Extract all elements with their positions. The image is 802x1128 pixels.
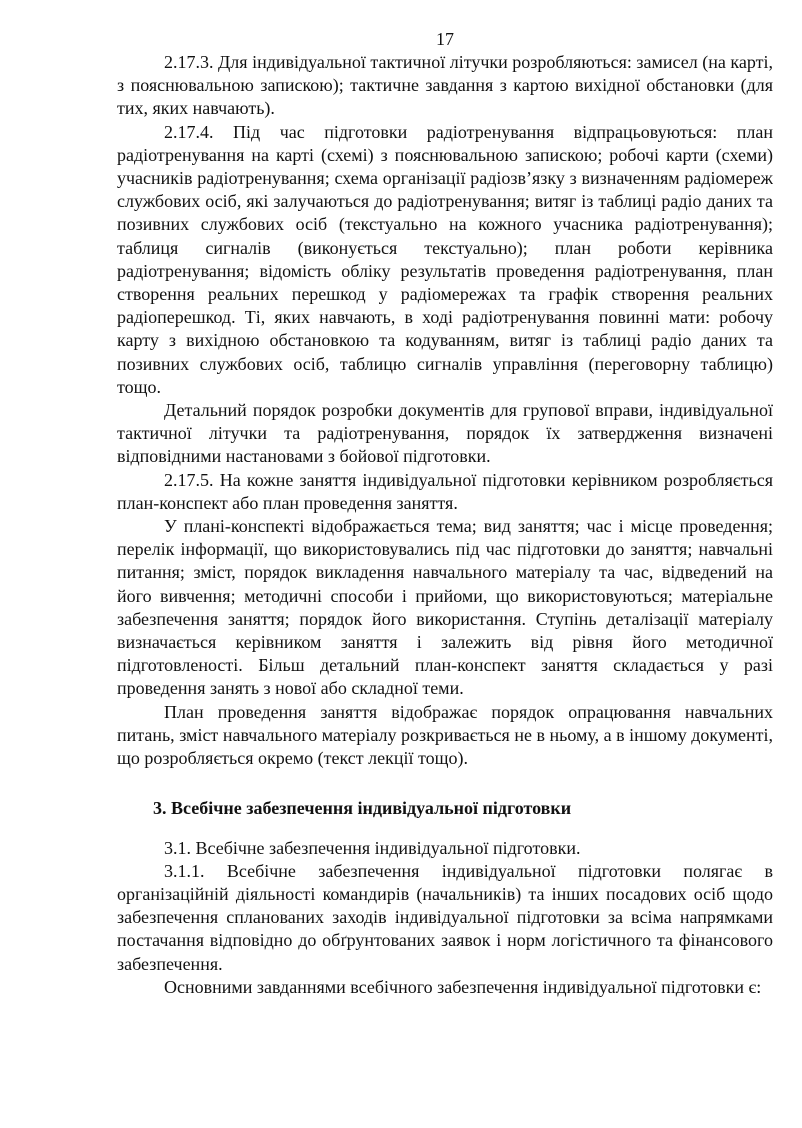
paragraph-3-1: 3.1. Всебічне забезпечення індивідуальної підготовки. [164,837,581,858]
document-page [117,27,773,999]
page-number: 17 [436,29,454,49]
paragraph-plan-conspect: У плані-конспекті відображається тема; вид заняття; час і місце проведення; перелік інформації, що використовувались під час підготовки до заняття; навчальні питання; зміст, порядок викладення навчального матеріалу та час, відведений на його вивчення; методичні способи і прийоми, що використовуються; матеріальне забезпечення заняття; порядок його використання. Ступінь деталізації матеріалу визначається керівником заняття і залежить від рівня його методичної підготовленості. Більш детальний план-конспект заняття складається у разі проведення занять з нової або складної теми. [117,516,773,699]
paragraph-main-tasks: Основними завданнями всебічного забезпечення індивідуальної підготовки є: [164,976,762,997]
paragraph-document-order: Детальний порядок розробки документів для групової вправи, індивідуальної тактичної літучки та радіотренування, порядок їх затвердження визначені відповідними настановами з бойової підготовки. [117,400,773,467]
paragraph-2-17-3: 2.17.3. Для індивідуальної тактичної літучки розробляються: замисел (на карті, з пояснювальною запискою); тактичне завдання з картою вихідної обстановки (для тих, яких навчають). [117,52,773,119]
paragraph-3-1-1: 3.1.1. Всебічне забезпечення індивідуальної підготовки полягає в організаційній діяльності командирів (начальників) та інших посадових осіб щодо забезпечення спланованих заходів індивідуальної підготовки за всіма напрямками постачання відповідно до обґрунтованих заявок і норм логістичного та фінансового забезпечення. [117,860,773,974]
paragraph-lesson-plan: План проведення заняття відображає порядок опрацювання навчальних питань, зміст навчального матеріалу розкривається не в ньому, а в іншому документі, що розробляється окремо (текст лекції тощо). [117,701,773,769]
paragraph-2-17-4: 2.17.4. Під час підготовки радіотренування відпрацьовуються: план радіотренування на карті (схемі) з пояснювальною запискою; робочі карти (схеми) учасників радіотренування; схема організації радіозв’язку з визначенням радіомереж службових осіб, які залучаються до радіотренування; витяг із таблиці радіо даних та позивних службових осіб (текстуально на кожного учасника радіотренування); таблиця сигналів (виконується текстуально); план роботи керівника радіотренування; відомість обліку результатів проведення радіотренування, план створення реальних перешкод у радіомережах та графік створення реальних радіоперешкод. Ті, яких навчають, в ході радіотренування повинні мати: робочу карту з вихідною обстановкою та кодуванням, витяг із таблиці радіо даних та позивних службових осіб, таблицю сигналів управління (переговорну таблицю) тощо. [117,121,773,397]
paragraph-2-17-5: 2.17.5. На кожне заняття індивідуальної підготовки керівником розробляється план-конспект або план проведення заняття. [117,469,773,513]
section-heading: 3. Всебічне забезпечення індивідуальної підготовки [153,798,572,819]
